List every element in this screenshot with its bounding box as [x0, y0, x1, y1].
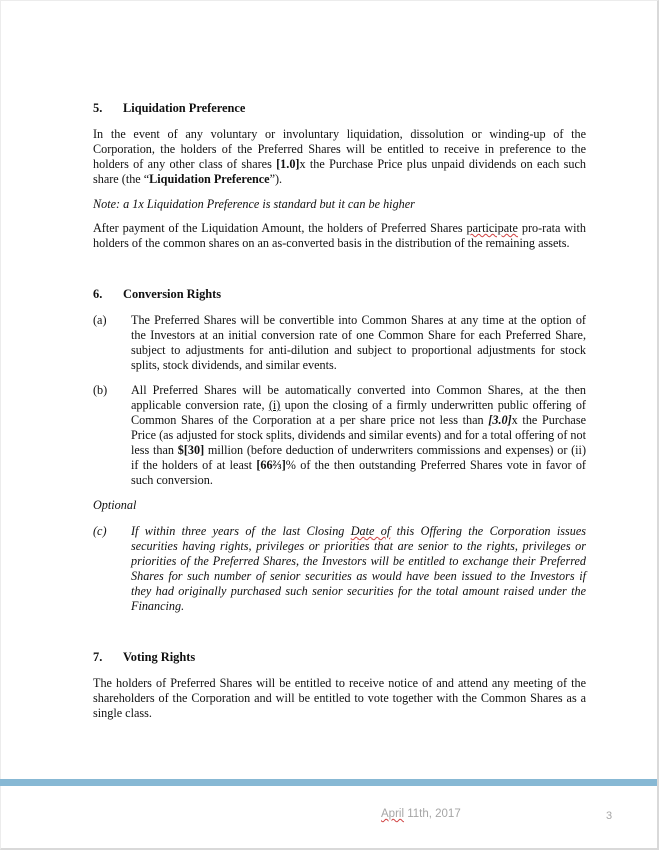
text-run: x the Purchase Price (as adjusted for stock splits, dividends and similar events) and for a total offering of not less than — [131, 413, 587, 457]
defined-term: Liquidation Preference — [149, 172, 270, 186]
clause-text — [131, 383, 586, 488]
text-run: this Offering the Corporation issues securities having rights, privileges or priorities that are senior to the rights, privileges or priorities of the Preferred Shares, the Investors will be entitled to exchange their Preferred Shares for such number of senior securities as would have been issued to the Investors if they had originally purchased such senior securities for the total amount raised under the Financing. — [131, 524, 586, 613]
section-5-heading — [93, 101, 586, 116]
section-title: Liquidation Preference — [123, 101, 246, 115]
text-run: upon the closing of a firmly underwritten public offering of Common Shares of the Corporation at a per share price not less than — [131, 398, 586, 427]
amount: $[30] — [177, 443, 205, 457]
clause-text — [131, 524, 586, 614]
text-run: After payment of the Liquidation Amount, the holders of Preferred Shares — [93, 221, 467, 235]
liquidation-paragraph — [93, 127, 586, 187]
text-run: pro-rata with holders of the common shares on an as-converted basis in the distribution of the remaining assets. — [93, 221, 586, 250]
text-run: % of the then outstanding Preferred Shares vote in favor of such conversion. — [131, 458, 586, 487]
voting-paragraph: The holders of Preferred Shares will be entitled to receive notice of and attend any meeting of the shareholders of the Corporation and will be entitled to vote together with the Common Shares as a single class. — [93, 676, 586, 720]
percentage: [66⅔] — [256, 458, 286, 472]
section-title: Conversion Rights — [123, 287, 222, 301]
section-number: 6. — [93, 287, 103, 301]
section-6-heading — [93, 287, 586, 302]
clause-text: The Preferred Shares will be convertible into Common Shares at any time at the option of the Investors at an initial conversion rate of one Common Share for each Preferred Share, subject to adjustments for anti-dilution and subject to proportional adjustments for stock splits, stock dividends, and similar events. — [131, 313, 586, 372]
text-run: In the event of any voluntary or involuntary liquidation, dissolution or winding-up of the Corporation, the holders of the Preferred Shares will be entitled to receive in preference to the holders of any other class of shares — [93, 127, 586, 171]
clause-b — [93, 383, 586, 488]
date-rest: 11th, 2017 — [404, 808, 461, 820]
clause-c — [93, 524, 586, 614]
clause-label: (a) — [93, 313, 107, 327]
text-run: x the Purchase Price plus unpaid dividends on each such share (the “ — [93, 157, 587, 186]
date-month: April — [381, 808, 405, 820]
footer-rule — [0, 779, 657, 786]
section-title: Voting Rights — [123, 650, 196, 664]
text-run: (i) — [268, 398, 281, 412]
footer-date — [381, 808, 461, 820]
document-body — [93, 101, 586, 721]
spellcheck-word: participate — [466, 221, 518, 235]
distribution-paragraph — [93, 221, 586, 251]
clause-a — [93, 313, 586, 373]
clause-label: (b) — [93, 383, 108, 397]
text-run: million (before deduction of underwriters commissions and expenses) or (ii) if the holders of at least — [131, 443, 586, 472]
optional-label: Optional — [93, 498, 137, 512]
spellcheck-word: Date of — [350, 524, 391, 538]
clause-label: (c) — [93, 524, 107, 538]
section-number: 7. — [93, 650, 103, 664]
note: Note: a 1x Liquidation Preference is standard but it can be higher — [93, 197, 415, 211]
text-run: All Preferred Shares will be automatically converted into Common Shares, at the then applicable conversion rate, — [131, 383, 586, 412]
section-7-heading — [93, 650, 586, 665]
section-number: 5. — [93, 101, 103, 115]
multiplier: [1.0] — [276, 157, 300, 171]
page-number: 3 — [606, 810, 613, 822]
multiplier: [3.0] — [488, 413, 512, 427]
text-run: ”). — [269, 172, 283, 186]
text-run: If within three years of the last Closing — [131, 524, 351, 538]
